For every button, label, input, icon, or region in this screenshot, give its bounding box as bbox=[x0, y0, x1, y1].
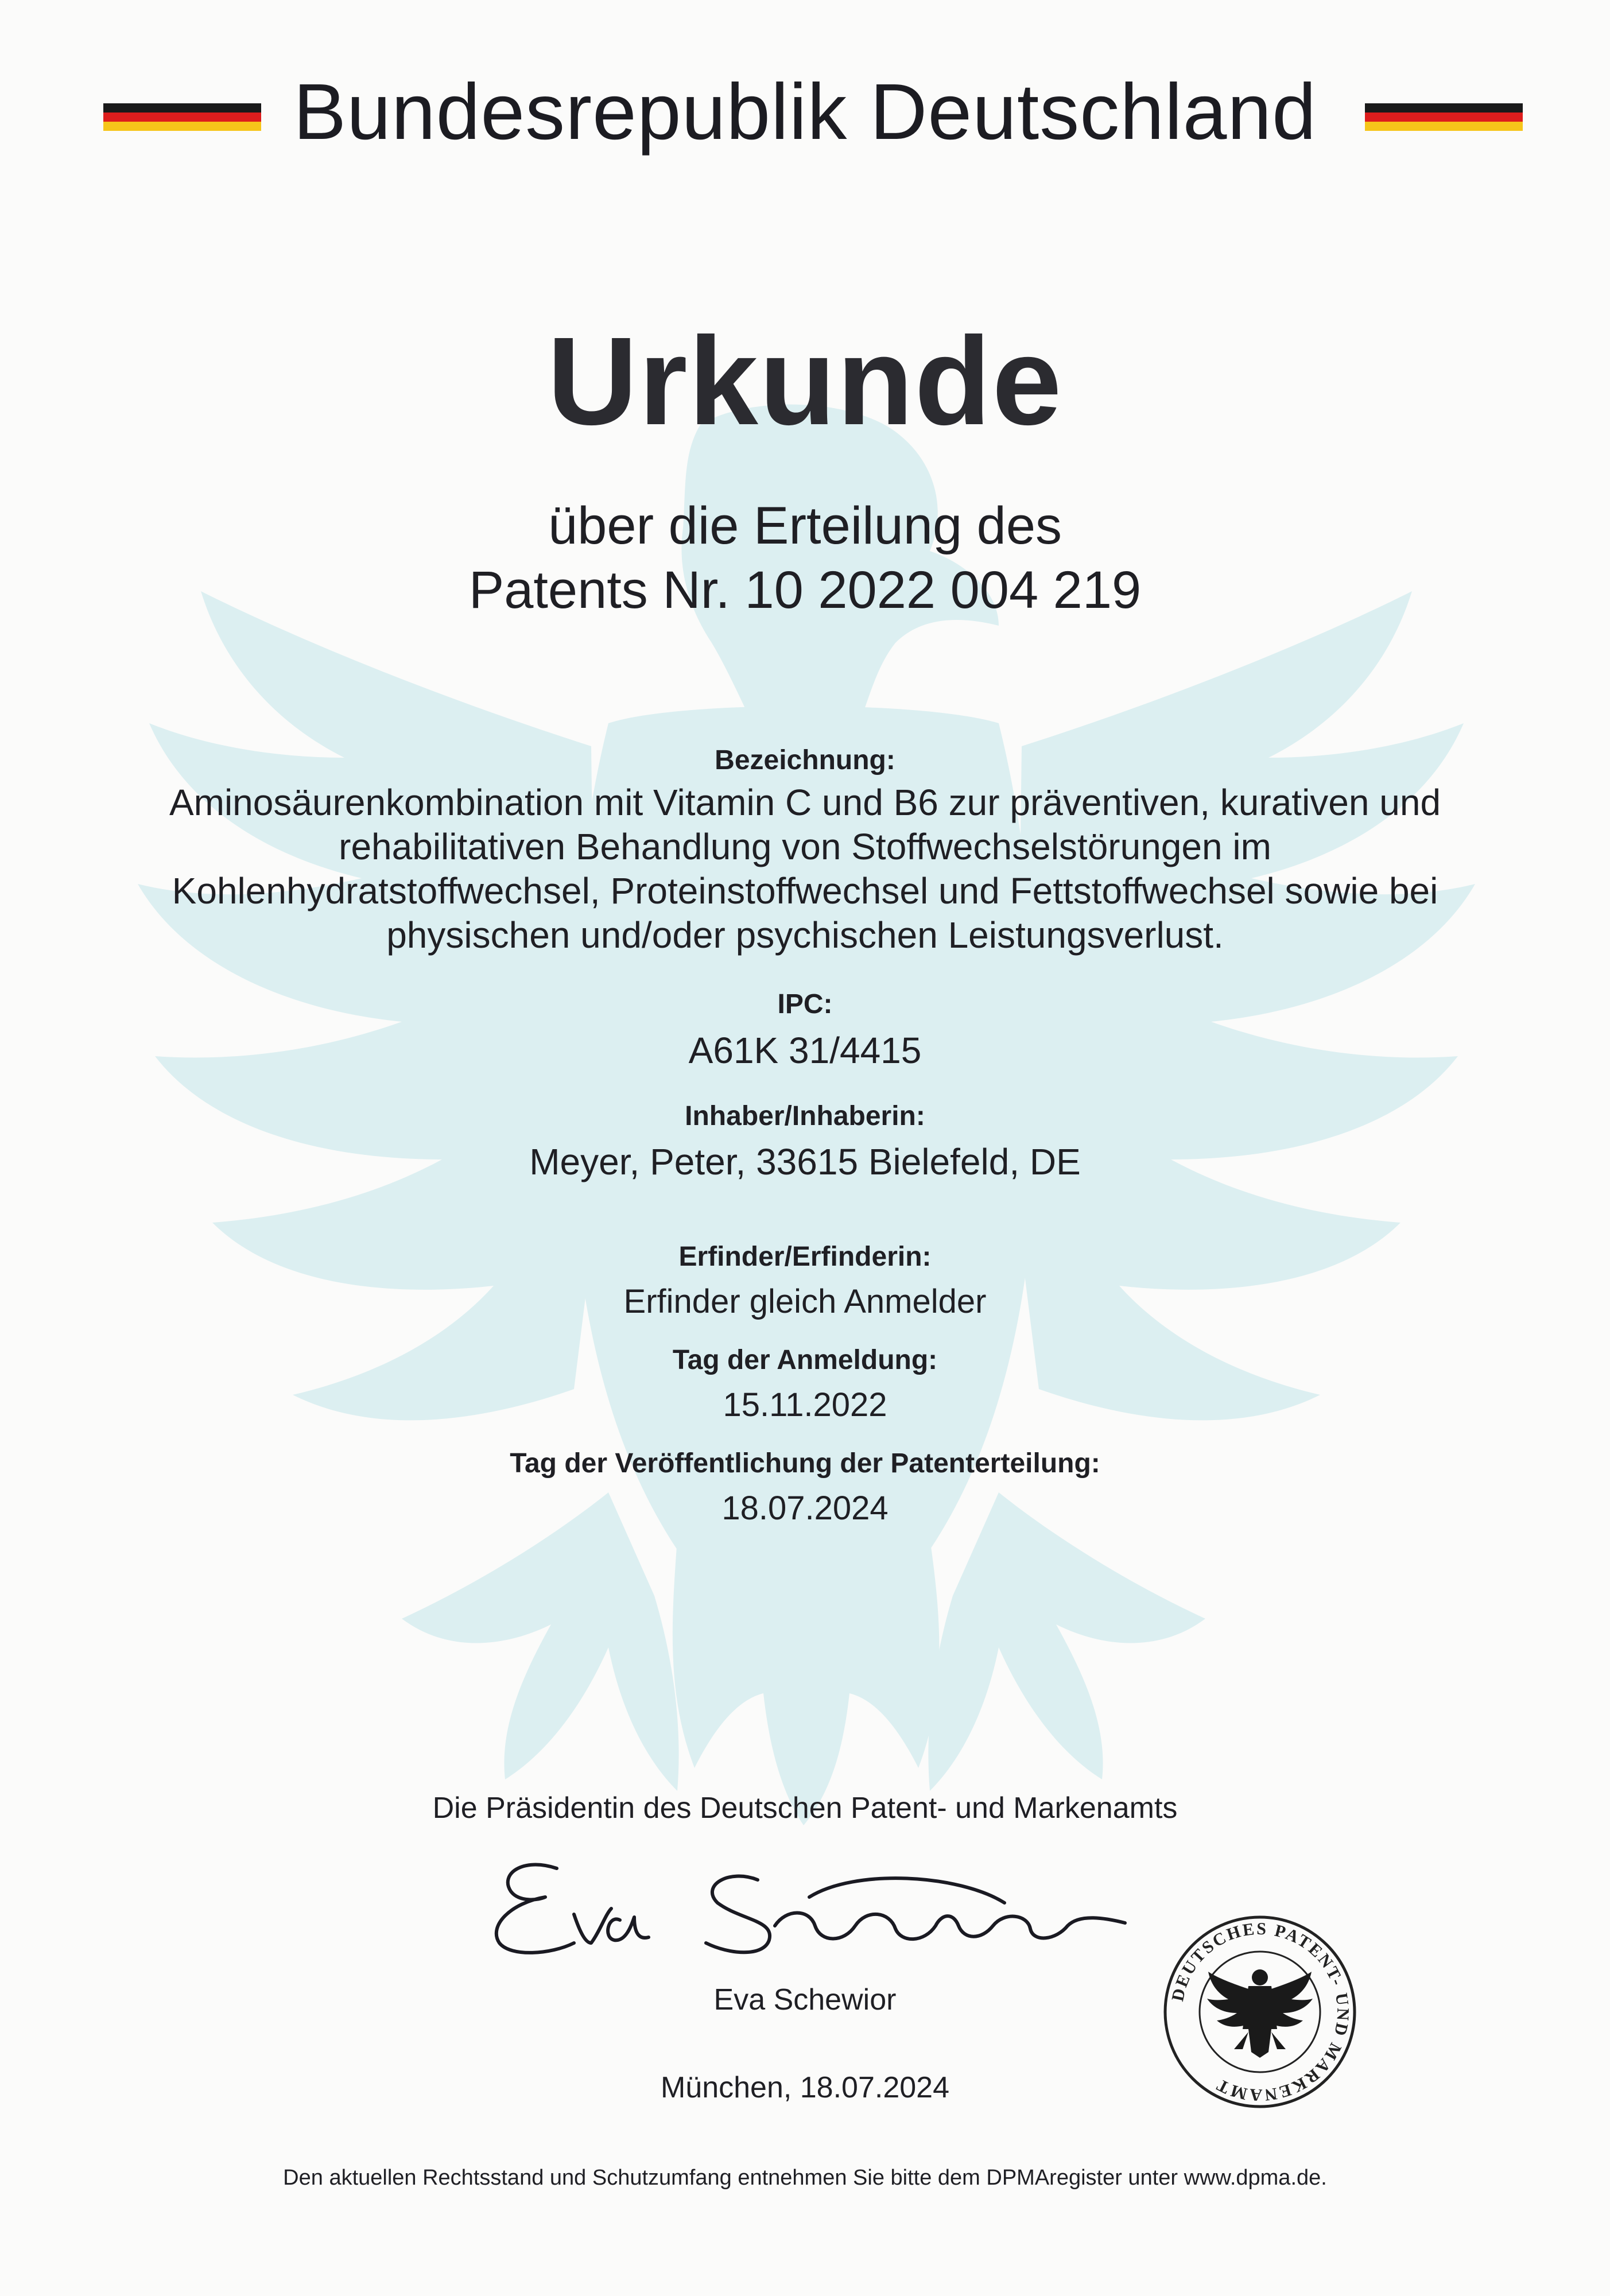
designation-text bbox=[0, 781, 1610, 957]
designation-line: physischen und/oder psychischen Leistungsverlust. bbox=[386, 914, 1224, 956]
signer-name: Eva Schewior bbox=[713, 1983, 897, 2016]
designation-line: Kohlenhydratstoffwechsel, Proteinstoffwechsel und Fettstoffwechsel sowie bei bbox=[172, 870, 1438, 912]
president-title: Die Präsidentin des Deutschen Patent- und Markenamts bbox=[432, 1791, 1178, 1825]
place-date: München, 18.07.2024 bbox=[660, 2071, 950, 2104]
federal-eagle-watermark-icon bbox=[103, 402, 1510, 1980]
designation-label: Bezeichnung: bbox=[715, 745, 895, 775]
holder-value: Meyer, Peter, 33615 Bielefeld, DE bbox=[529, 1141, 1081, 1182]
german-flag-right-icon bbox=[1365, 103, 1523, 131]
holder-label: Inhaber/Inhaberin: bbox=[685, 1101, 925, 1131]
subtitle-line-1: über die Erteilung des bbox=[548, 497, 1062, 555]
footer-note: Den aktuellen Rechtsstand und Schutzumfang entnehmen Sie bitte dem DPMAregister unter www.dpma.de. bbox=[283, 2166, 1327, 2190]
filing-date-value: 15.11.2022 bbox=[723, 1386, 887, 1424]
ipc-label: IPC: bbox=[777, 989, 833, 1019]
ipc-value: A61K 31/4415 bbox=[688, 1030, 922, 1071]
designation-line: rehabilitativen Behandlung von Stoffwechselstörungen im bbox=[339, 826, 1271, 867]
header-title: Bundesrepublik Deutschland bbox=[293, 68, 1317, 156]
designation-line: Aminosäurenkombination mit Vitamin C und B6 zur präventiven, kurativen und bbox=[169, 782, 1441, 823]
subtitle-line-2: Patents Nr. 10 2022 004 219 bbox=[468, 561, 1142, 619]
publication-date-value: 18.07.2024 bbox=[721, 1490, 889, 1527]
inventor-label: Erfinder/Erfinderin: bbox=[678, 1242, 932, 1272]
document-heading: Urkunde bbox=[547, 312, 1063, 451]
eagle-seal-icon bbox=[1162, 1914, 1357, 2109]
handwritten-signature bbox=[488, 1845, 1136, 1960]
inventor-value: Erfinder gleich Anmelder bbox=[623, 1283, 987, 1320]
subtitle bbox=[0, 494, 1610, 622]
filing-date-label: Tag der Anmeldung: bbox=[672, 1345, 938, 1375]
svg-text:DEUTSCHES PATENT- UND MARKENAM: DEUTSCHES PATENT- UND MARKENAMT bbox=[1168, 1919, 1353, 2105]
publication-date-label: Tag der Veröffentlichung der Patenterteilung: bbox=[510, 1448, 1100, 1479]
